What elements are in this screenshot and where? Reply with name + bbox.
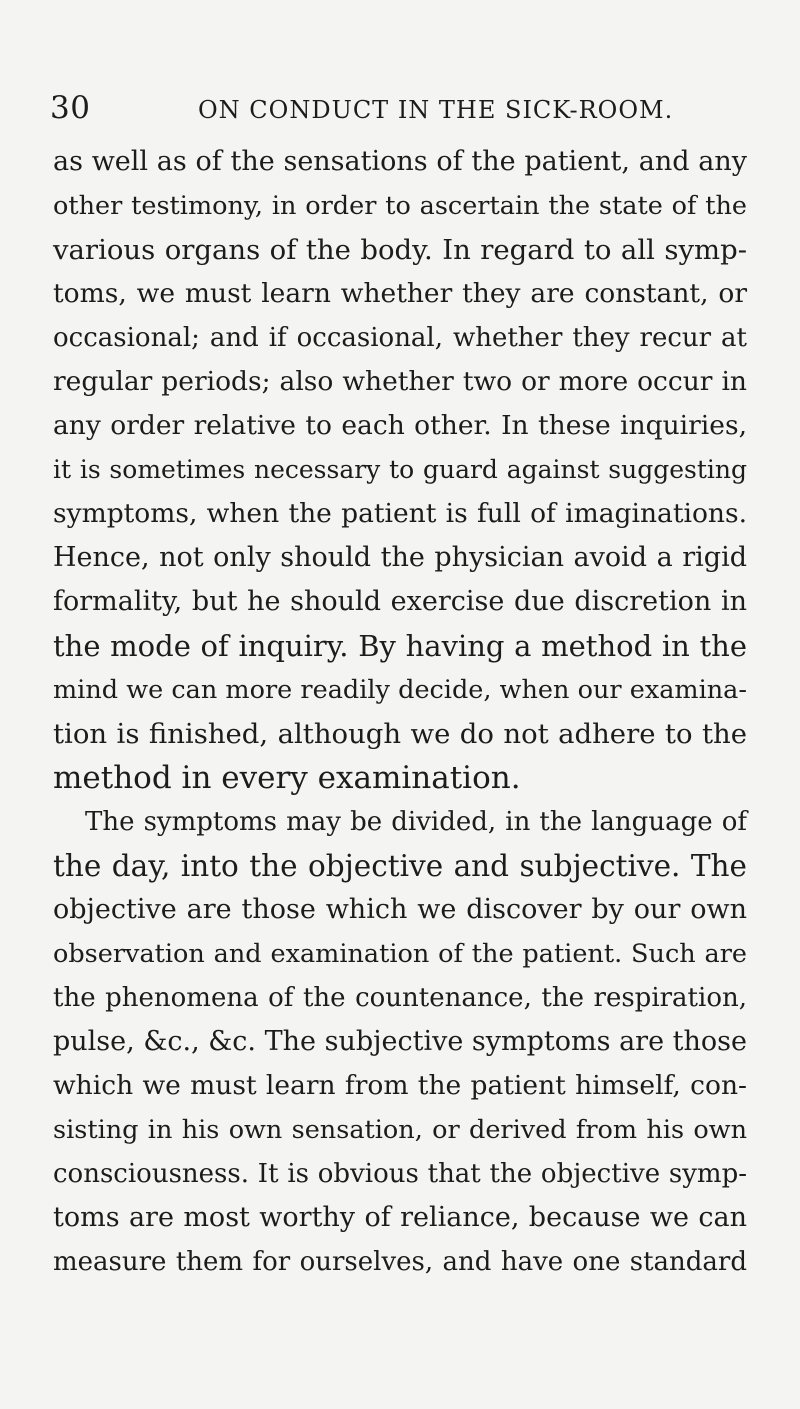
text-line: consciousness. It is obvious that the objective symp- bbox=[53, 1159, 747, 1189]
text-line: any order relative to each other. In these inquiries, bbox=[53, 410, 747, 441]
text-line: occasional; and if occasional, whether they recur at bbox=[53, 323, 747, 353]
text-line: toms, we must learn whether they are constant, or bbox=[53, 278, 747, 309]
text-line: formality, but he should exercise due discretion in bbox=[53, 586, 747, 617]
text-line: which we must learn from the patient himself, con- bbox=[53, 1070, 747, 1101]
text-line: sisting in his own sensation, or derived from his own bbox=[53, 1115, 747, 1145]
body-text bbox=[53, 140, 747, 1284]
text-line: the day, into the objective and subjective. The bbox=[53, 849, 747, 883]
text-line: symptoms, when the patient is full of imaginations. bbox=[53, 498, 747, 529]
text-line: Hence, not only should the physician avoid a rigid bbox=[53, 542, 747, 573]
text-line: toms are most worthy of reliance, because we can bbox=[53, 1202, 747, 1233]
text-line: as well as of the sensations of the patient, and any bbox=[53, 146, 747, 177]
page-number: 30 bbox=[50, 90, 91, 126]
text-line: mind we can more readily decide, when our examina- bbox=[53, 675, 747, 705]
paragraph-start-line: The symptoms may be divided, in the language of bbox=[85, 807, 747, 837]
paragraph-end-line: method in every examination. bbox=[53, 760, 521, 796]
text-line: it is sometimes necessary to guard against suggesting bbox=[53, 455, 747, 484]
text-line: the mode of inquiry. By having a method in the bbox=[53, 629, 747, 663]
text-line: tion is finished, although we do not adhere to the bbox=[53, 718, 747, 750]
text-line: other testimony, in order to ascertain the state of the bbox=[53, 191, 747, 221]
text-line: various organs of the body. In regard to all symp- bbox=[53, 234, 747, 266]
running-head bbox=[50, 88, 750, 128]
text-line: the phenomena of the countenance, the respiration, bbox=[53, 983, 747, 1013]
text-line: pulse, &c., &c. The subjective symptoms are those bbox=[53, 1026, 747, 1057]
text-line: measure them for ourselves, and have one standard bbox=[53, 1247, 747, 1277]
text-line: regular periods; also whether two or more occur in bbox=[53, 366, 747, 397]
text-line: observation and examination of the patient. Such are bbox=[53, 939, 747, 969]
text-line: objective are those which we discover by our own bbox=[53, 894, 747, 925]
running-title: ON CONDUCT IN THE SICK-ROOM. bbox=[198, 96, 674, 124]
